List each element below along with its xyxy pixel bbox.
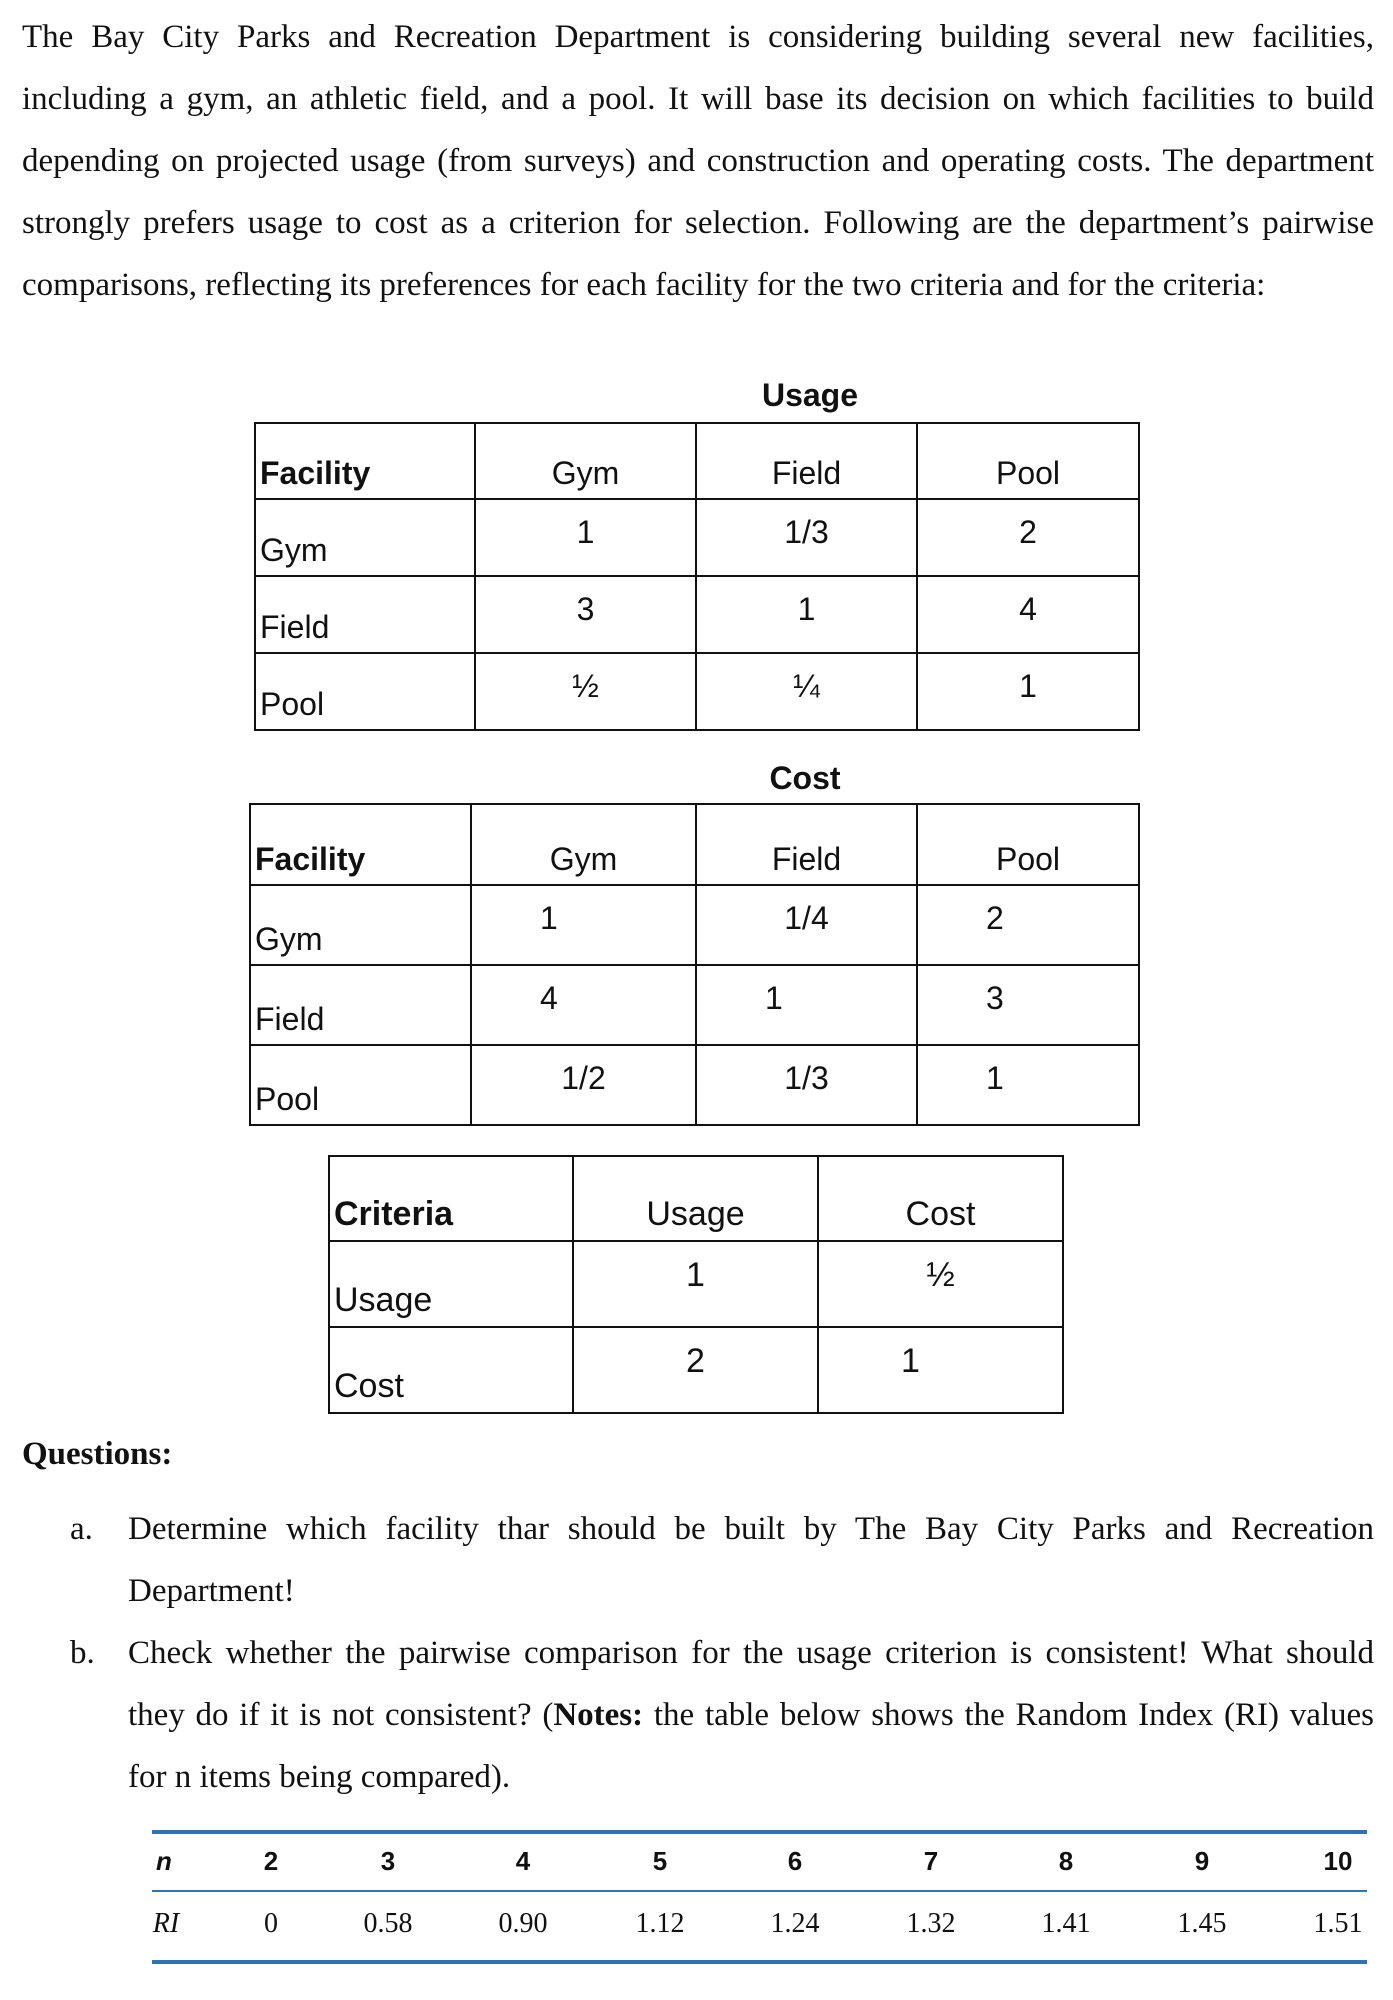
ri-ri-label: RI <box>152 1908 180 1939</box>
cost-row-label: Pool <box>250 1045 471 1125</box>
ri-n-cell: 5 <box>652 1846 668 1876</box>
usage-cell: 1/3 <box>696 499 917 576</box>
ri-value-cell: 1.41 <box>1041 1908 1091 1939</box>
cost-row-gym <box>250 885 1139 965</box>
criteria-cell-wrap <box>818 1327 1063 1413</box>
criteria-col-cost: Cost <box>818 1156 1063 1241</box>
cost-cell: 1 <box>540 900 558 936</box>
usage-cell: 3 <box>475 576 696 653</box>
cost-cell-wrap <box>917 885 1139 965</box>
ri-value-cell: 1.45 <box>1177 1908 1227 1939</box>
criteria-col-usage: Usage <box>573 1156 818 1241</box>
cost-cell-wrap <box>917 965 1139 1045</box>
usage-table-caption: Usage <box>761 377 859 413</box>
cost-cell-wrap <box>471 885 696 965</box>
cost-col-gym: Gym <box>471 804 696 885</box>
usage-row-label: Gym <box>255 499 475 576</box>
criteria-row-cost <box>329 1327 1063 1413</box>
cost-cell: 2 <box>986 900 1004 936</box>
cost-cell: 4 <box>540 980 558 1016</box>
question-a-text: Determine which facility thar should be built by The Bay City Parks and Recreation Department! <box>128 1511 1374 1609</box>
ri-n-cell: 4 <box>515 1846 531 1876</box>
random-index-table <box>152 1830 1367 1966</box>
criteria-cell: 1 <box>573 1241 818 1327</box>
ri-top-rule <box>152 1830 1367 1834</box>
cost-cell-wrap <box>696 965 917 1045</box>
question-b-text-part2: the table below shows the Random Index (RI) values for n items being compared). <box>128 1697 1375 1795</box>
usage-cell: ¼ <box>696 653 917 730</box>
ri-value-cell: 1.24 <box>770 1908 820 1939</box>
cost-row-label: Gym <box>250 885 471 965</box>
usage-col-field: Field <box>696 423 917 499</box>
usage-col-gym: Gym <box>475 423 696 499</box>
question-b-text-part1: Check whether the pairwise comparison for the usage criterion is consistent! What should they do if it is not consistent? ( <box>128 1635 1374 1733</box>
criteria-cell: ½ <box>818 1241 1063 1327</box>
usage-row-pool <box>255 653 1139 730</box>
criteria-comparison-table <box>328 1155 1064 1414</box>
ri-value-cell: 1.32 <box>906 1908 956 1939</box>
cost-cell: 1 <box>765 980 783 1016</box>
usage-cell: ½ <box>475 653 696 730</box>
question-a-letter: a. <box>70 1511 93 1547</box>
usage-comparison-table <box>254 422 1140 731</box>
ri-n-cell: 6 <box>787 1846 803 1876</box>
usage-row-label: Field <box>255 576 475 653</box>
usage-col-pool: Pool <box>917 423 1139 499</box>
cost-cell: 1 <box>986 1060 1004 1096</box>
cost-col-pool: Pool <box>917 804 1139 885</box>
cost-row-pool <box>250 1045 1139 1125</box>
ri-value-cell: 1.51 <box>1313 1908 1363 1939</box>
cost-cell: 1/3 <box>696 1045 917 1125</box>
usage-row-gym <box>255 499 1139 576</box>
criteria-corner-header: Criteria <box>329 1156 573 1241</box>
criteria-cell: 2 <box>573 1327 818 1413</box>
criteria-row-label: Usage <box>329 1241 573 1327</box>
usage-row-field <box>255 576 1139 653</box>
usage-cell: 1 <box>475 499 696 576</box>
usage-cell: 2 <box>917 499 1139 576</box>
criteria-row-label: Cost <box>329 1327 573 1413</box>
ri-bottom-rule <box>152 1960 1367 1964</box>
cost-cell: 1/2 <box>471 1045 696 1125</box>
ri-n-cell: 9 <box>1194 1846 1210 1876</box>
ri-n-label: n <box>156 1846 172 1876</box>
cost-comparison-table <box>249 803 1140 1126</box>
ri-value-cell: 0 <box>264 1908 278 1939</box>
ri-n-cell: 7 <box>923 1846 939 1876</box>
usage-row-label: Pool <box>255 653 475 730</box>
questions-heading: Questions: <box>22 1436 173 1472</box>
cost-cell: 1/4 <box>696 885 917 965</box>
question-b-notes: Notes: <box>553 1697 644 1733</box>
cost-col-field: Field <box>696 804 917 885</box>
ri-n-cell: 3 <box>380 1846 396 1876</box>
usage-cell: 1 <box>696 576 917 653</box>
cost-corner-header: Facility <box>250 804 471 885</box>
intro-paragraph: The Bay City Parks and Recreation Department is considering building several new facilities, including a gym, an athletic field, and a pool. It will base its decision on which facilities to build depending on projected usage (from surveys) and construction and operating costs. The department strongly prefers usage to cost as a criterion for selection. Following are the department’s pairwise comparisons, reflecting its preferences for each facility for the two criteria and for the criteria: <box>22 19 1374 303</box>
ri-n-cell: 2 <box>263 1846 279 1876</box>
cost-cell-wrap <box>917 1045 1139 1125</box>
criteria-row-usage <box>329 1241 1063 1327</box>
ri-n-cell: 10 <box>1323 1846 1353 1876</box>
cost-cell-wrap <box>471 965 696 1045</box>
cost-row-field <box>250 965 1139 1045</box>
ri-value-cell: 0.58 <box>363 1908 413 1939</box>
ri-value-cell: 1.12 <box>635 1908 685 1939</box>
usage-corner-header: Facility <box>255 423 475 499</box>
usage-cell: 4 <box>917 576 1139 653</box>
cost-row-label: Field <box>250 965 471 1045</box>
question-b-text <box>128 1622 1374 1808</box>
ri-n-cell: 8 <box>1058 1846 1074 1876</box>
cost-table-caption: Cost <box>769 760 841 796</box>
usage-cell: 1 <box>917 653 1139 730</box>
ri-mid-rule <box>152 1890 1367 1892</box>
ri-value-cell: 0.90 <box>498 1908 548 1939</box>
question-b-letter: b. <box>70 1635 95 1671</box>
criteria-cell: 1 <box>901 1342 920 1380</box>
cost-cell: 3 <box>986 980 1004 1016</box>
